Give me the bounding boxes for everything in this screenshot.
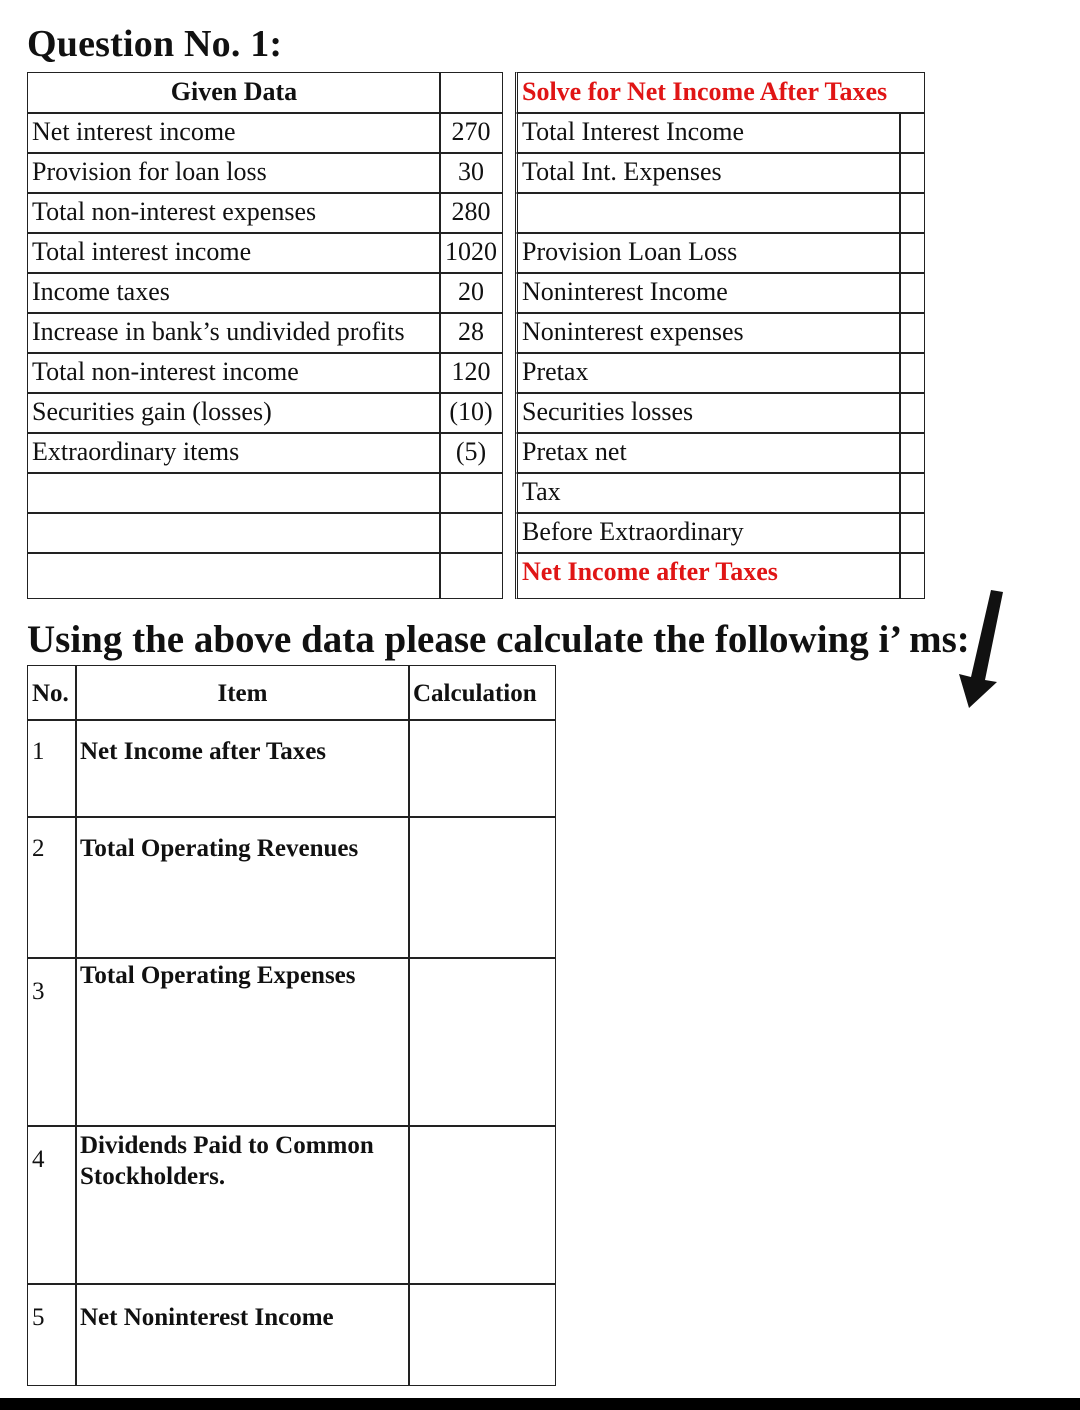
given-empty-cell	[27, 552, 441, 599]
solve-row-label: Total Interest Income	[515, 112, 901, 154]
bottom-bar	[0, 1398, 1080, 1410]
given-empty-cell	[439, 512, 503, 554]
given-row-label: Extraordinary items	[27, 432, 441, 474]
solve-answer-cell[interactable]	[899, 272, 925, 314]
solve-answer-cell[interactable]	[899, 192, 925, 234]
given-value-header	[439, 72, 503, 114]
given-data-header: Given Data	[27, 72, 441, 114]
calc-row-number: 4	[27, 1125, 77, 1285]
solve-header: Solve for Net Income After Taxes	[515, 72, 925, 114]
solve-answer-cell[interactable]	[899, 312, 925, 354]
given-row-value: 20	[439, 272, 503, 314]
solve-answer-cell[interactable]	[899, 432, 925, 474]
question-title: Question No. 1:	[27, 23, 283, 65]
calc-row-number: 5	[27, 1283, 77, 1386]
calc-answer-cell[interactable]	[408, 719, 556, 818]
instructions-heading: Using the above data please calculate the following i’ ms:	[27, 618, 970, 661]
solve-row-label: Securities losses	[515, 392, 901, 434]
given-row-value: 280	[439, 192, 503, 234]
solve-answer-cell[interactable]	[899, 472, 925, 514]
given-empty-cell	[27, 512, 441, 554]
calc-answer-cell[interactable]	[408, 1125, 556, 1285]
given-row-value: 1020	[439, 232, 503, 274]
given-empty-cell	[439, 552, 503, 599]
solve-answer-cell[interactable]	[899, 512, 925, 554]
solve-answer-cell[interactable]	[899, 112, 925, 154]
given-row-label: Total interest income	[27, 232, 441, 274]
given-empty-cell	[439, 472, 503, 514]
given-row-value: (5)	[439, 432, 503, 474]
solve-answer-cell[interactable]	[899, 392, 925, 434]
solve-row-label: Before Extraordinary	[515, 512, 901, 554]
calc-row-item: Total Operating Revenues	[75, 816, 410, 959]
arrow-down-icon	[955, 588, 1025, 713]
calc-header-item: Item	[75, 665, 410, 721]
given-row-value: 270	[439, 112, 503, 154]
solve-row-label: Pretax net	[515, 432, 901, 474]
given-row-label: Total non-interest expenses	[27, 192, 441, 234]
given-row-label: Total non-interest income	[27, 352, 441, 394]
solve-answer-cell[interactable]	[899, 552, 925, 599]
given-row-value: (10)	[439, 392, 503, 434]
given-empty-cell	[27, 472, 441, 514]
calc-answer-cell[interactable]	[408, 816, 556, 959]
solve-row-label: Noninterest expenses	[515, 312, 901, 354]
calc-row-item: Total Operating Expenses	[75, 957, 410, 1127]
calc-row-item: Net Noninterest Income	[75, 1283, 410, 1386]
given-row-label: Net interest income	[27, 112, 441, 154]
solve-row-label: Pretax	[515, 352, 901, 394]
calc-row-item: Net Income after Taxes	[75, 719, 410, 818]
solve-final-label: Net Income after Taxes	[515, 552, 901, 599]
calc-header-no: No.	[27, 665, 77, 721]
given-row-label: Provision for loan loss	[27, 152, 441, 194]
solve-row-label	[515, 192, 901, 234]
calc-answer-cell[interactable]	[408, 957, 556, 1127]
solve-row-label: Provision Loan Loss	[515, 232, 901, 274]
solve-answer-cell[interactable]	[899, 152, 925, 194]
calc-answer-cell[interactable]	[408, 1283, 556, 1386]
solve-answer-cell[interactable]	[899, 232, 925, 274]
solve-row-label: Total Int. Expenses	[515, 152, 901, 194]
solve-answer-cell[interactable]	[899, 352, 925, 394]
given-row-value: 28	[439, 312, 503, 354]
calc-header-calculation: Calculation	[408, 665, 556, 721]
given-row-label: Increase in bank’s undivided profits	[27, 312, 441, 354]
given-row-value: 30	[439, 152, 503, 194]
calc-row-number: 3	[27, 957, 77, 1127]
given-row-label: Income taxes	[27, 272, 441, 314]
given-row-value: 120	[439, 352, 503, 394]
solve-row-label: Tax	[515, 472, 901, 514]
solve-row-label: Noninterest Income	[515, 272, 901, 314]
calc-row-number: 1	[27, 719, 77, 818]
calc-row-number: 2	[27, 816, 77, 959]
given-row-label: Securities gain (losses)	[27, 392, 441, 434]
calc-row-item: Dividends Paid to Common Stockholders.	[75, 1125, 410, 1285]
